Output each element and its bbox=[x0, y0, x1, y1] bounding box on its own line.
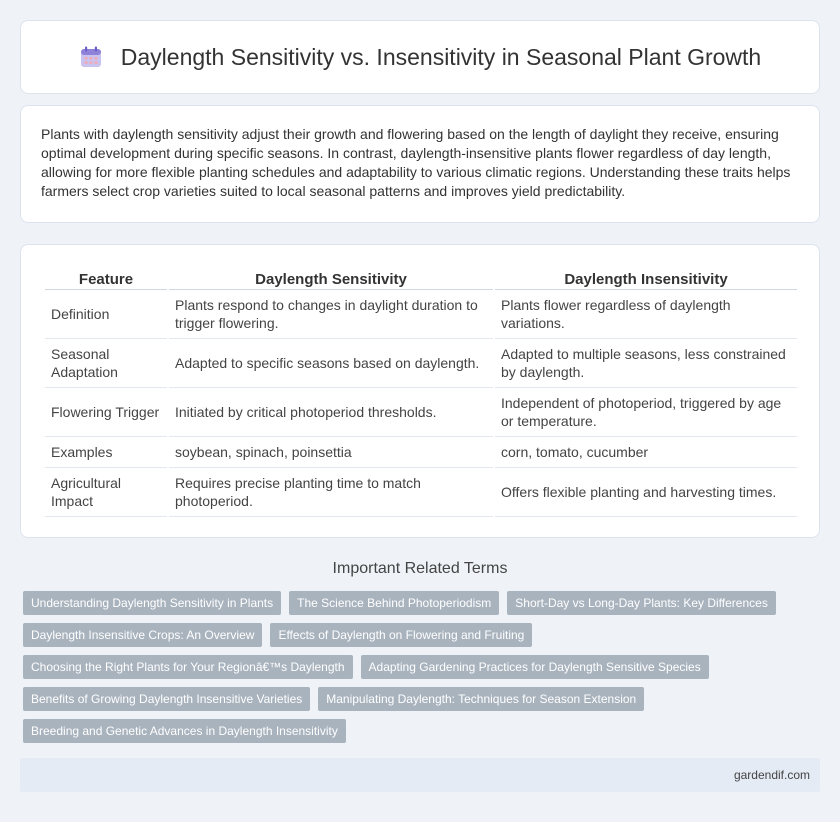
related-term-link[interactable]: Manipulating Daylength: Techniques for Season Extension bbox=[318, 687, 644, 711]
feature-cell: Agricultural Impact bbox=[45, 468, 167, 517]
related-term-link[interactable]: Benefits of Growing Daylength Insensitive Varieties bbox=[23, 687, 310, 711]
related-term-link[interactable]: Understanding Daylength Sensitivity in Plants bbox=[23, 591, 281, 615]
related-term-link[interactable]: Effects of Daylength on Flowering and Fruiting bbox=[270, 623, 532, 647]
related-term-link[interactable]: Choosing the Right Plants for Your Regionâ€™s Daylength bbox=[23, 655, 353, 679]
related-terms-list bbox=[23, 591, 813, 751]
feature-cell: Definition bbox=[45, 290, 167, 339]
table-row bbox=[45, 290, 797, 339]
related-term-link[interactable]: Breeding and Genetic Advances in Daylength Insensitivity bbox=[23, 719, 346, 743]
insensitivity-cell: corn, tomato, cucumber bbox=[495, 437, 797, 468]
comparison-table bbox=[43, 264, 799, 517]
calendar-icon bbox=[79, 45, 103, 69]
table-row bbox=[45, 468, 797, 517]
table-row bbox=[45, 388, 797, 437]
sensitivity-cell: soybean, spinach, poinsettia bbox=[169, 437, 493, 468]
related-term-link[interactable]: Adapting Gardening Practices for Daylength Sensitive Species bbox=[361, 655, 709, 679]
footer-site-link[interactable]: gardendif.com bbox=[733, 768, 810, 782]
intro-text: Plants with daylength sensitivity adjust their growth and flowering based on the length of daylight they receive, ensuring optimal development during specific seasons. In contrast, daylength-insensitive plants flower regardless of day length, allowing for more flexible planting schedules and adaptability to various climatic regions. Understanding these traits helps farmers select crop varieties suited to local seasonal patterns and improves yield predictability. bbox=[41, 126, 791, 199]
comparison-table-card bbox=[20, 244, 820, 538]
sensitivity-cell: Plants respond to changes in daylight duration to trigger flowering. bbox=[169, 290, 493, 339]
header-insensitivity: Daylength Insensitivity bbox=[495, 264, 797, 290]
header-feature: Feature bbox=[45, 264, 167, 290]
related-term-link[interactable]: Daylength Insensitive Crops: An Overview bbox=[23, 623, 262, 647]
table-row bbox=[45, 339, 797, 388]
table-header-row bbox=[45, 264, 797, 290]
page-title: Daylength Sensitivity vs. Insensitivity in Seasonal Plant Growth bbox=[120, 43, 762, 70]
sensitivity-cell: Initiated by critical photoperiod thresholds. bbox=[169, 388, 493, 437]
intro-card bbox=[20, 105, 820, 223]
footer bbox=[20, 758, 820, 792]
header-sensitivity: Daylength Sensitivity bbox=[169, 264, 493, 290]
insensitivity-cell: Offers flexible planting and harvesting times. bbox=[495, 468, 797, 517]
insensitivity-cell: Adapted to multiple seasons, less constrained by daylength. bbox=[495, 339, 797, 388]
feature-cell: Seasonal Adaptation bbox=[45, 339, 167, 388]
related-terms-title: Important Related Terms bbox=[332, 560, 508, 577]
sensitivity-cell: Adapted to specific seasons based on daylength. bbox=[169, 339, 493, 388]
feature-cell: Flowering Trigger bbox=[45, 388, 167, 437]
header-card bbox=[20, 20, 820, 94]
table-row bbox=[45, 437, 797, 468]
feature-cell: Examples bbox=[45, 437, 167, 468]
sensitivity-cell: Requires precise planting time to match photoperiod. bbox=[169, 468, 493, 517]
related-term-link[interactable]: Short-Day vs Long-Day Plants: Key Differences bbox=[507, 591, 776, 615]
related-term-link[interactable]: The Science Behind Photoperiodism bbox=[289, 591, 499, 615]
insensitivity-cell: Plants flower regardless of daylength variations. bbox=[495, 290, 797, 339]
insensitivity-cell: Independent of photoperiod, triggered by age or temperature. bbox=[495, 388, 797, 437]
